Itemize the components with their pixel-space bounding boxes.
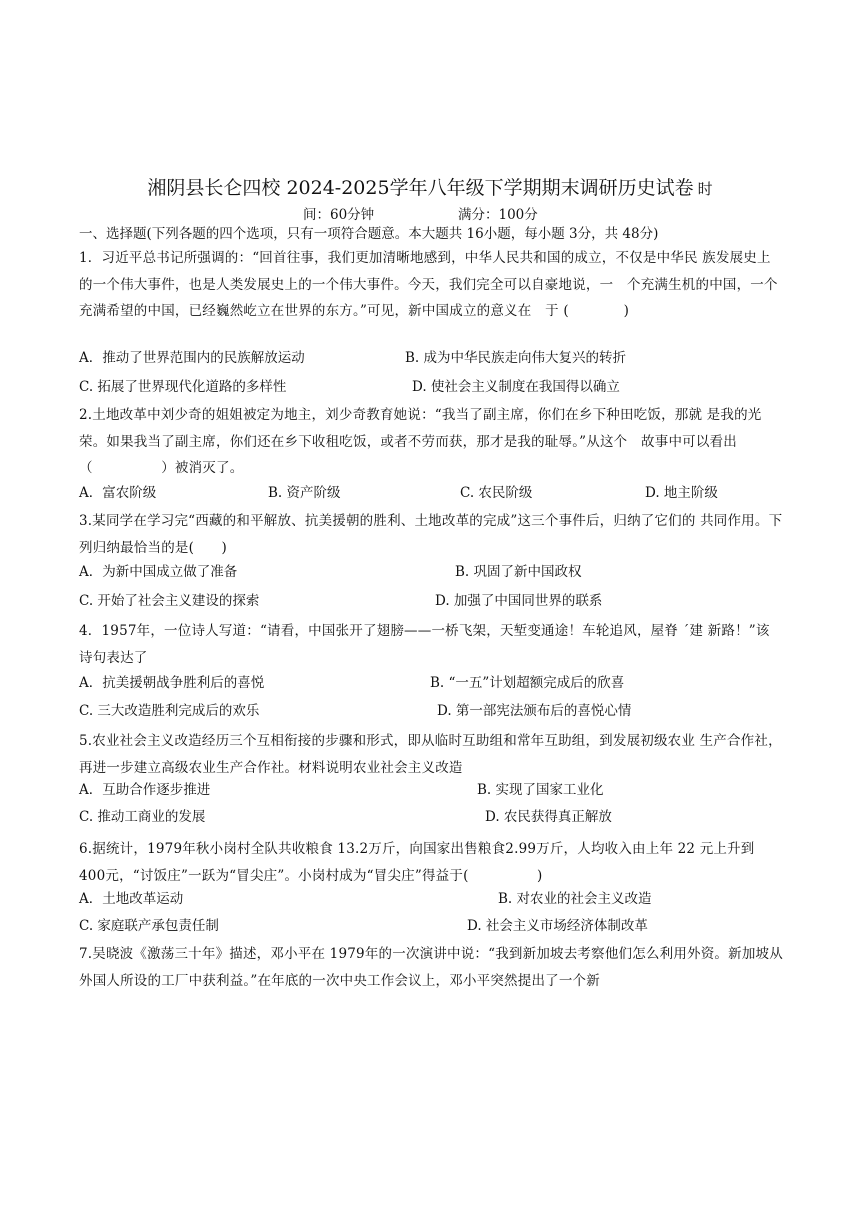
question-2-option-c: C. 农民阶级: [460, 485, 533, 501]
question-4-option-a: A．抗美援朝战争胜利后的喜悦: [79, 675, 265, 691]
question-5-option-c: C. 推动工商业的发展: [79, 809, 206, 825]
question-5-option-b: B. 实现了国家工业化: [477, 782, 604, 798]
question-2-option-d: D. 地主阶级: [645, 485, 718, 501]
question-5-option-a: A．互助合作逐步推进: [79, 782, 211, 798]
question-6-option-a: A．土地改革运动: [79, 891, 184, 907]
question-6-option-b: B. 对农业的社会主义改造: [498, 891, 652, 907]
question-7-stem: 7.吴晓波《激荡三十年》描述，邓小平在 1979年的一次演讲中说：“我到新加坡去考察他们怎么利用外资。新加坡从外国人所设的工厂中获利益。”在年底的一次中央工作会议上，邓小平突然提出了一个新: [79, 946, 783, 989]
question-4-option-b: B. “一五”计划超额完成后的欣喜: [430, 675, 625, 691]
question-4-stem: 4．1957年，一位诗人写道：“请看，中国张开了翅膀——一桥飞架，天堑变通途！车轮追风，屋脊 ˊ建 新路！”该诗句表达了: [79, 623, 770, 666]
question-6-stem: 6.据统计，1979年秋小岗村全队共收粮食 13.2万斤，向国家出售粮食2.99万斤，人均收入由上年 22 元上升到 400元，“讨饭庄”一跃为“冒尖庄”。小岗村成为“冒尖庄”得益于( ): [79, 841, 755, 884]
question-1-option-a: A．推动了世界范围内的民族解放运动: [79, 350, 305, 366]
exam-title-text: 湘阴县长仑四校 2024-2025学年八年级下学期期末调研历史试卷: [147, 177, 694, 199]
question-4-option-c: C. 三大改造胜利完成后的欢乐: [79, 703, 260, 719]
question-1-option-d: D. 使社会主义制度在我国得以确立: [412, 379, 620, 395]
question-1-stem: 1．习近平总书记所强调的：“回首往事，我们更加清晰地感到，中华人民共和国的成立，不仅是中华民 族发展史上的一个伟大事件，也是人类发展史上的一个伟大事件。今天，我们完全可以自豪地说，一 个充满生机的中国，一个充满希望的中国，已经巍然屹立在世界的东方。”可见，新中国成立的意义在 于 ( ): [79, 250, 778, 319]
question-3-option-a: A．为新中国成立做了准备: [79, 564, 238, 580]
question-2-option-a: A．富农阶级: [79, 485, 157, 501]
question-3-option-d: D. 加强了中国同世界的联系: [435, 593, 603, 609]
question-3-option-c: C. 开始了社会主义建设的探索: [79, 593, 260, 609]
section-heading: 一、选择题(下列各题的四个选项，只有一项符合题意。本大题共 16小题，每小题 3分，共 48分): [79, 226, 659, 242]
question-1-option-c: C. 拓展了世界现代化道路的多样性: [79, 379, 287, 395]
exam-full-score: 满分：100分: [458, 207, 538, 223]
exam-title: [0, 175, 860, 202]
exam-time: 间：60分钟: [303, 207, 375, 223]
question-1-option-b: B. 成为中华民族走向伟大复兴的转折: [405, 350, 627, 366]
question-6-option-c: C. 家庭联产承包责任制: [79, 918, 219, 934]
exam-title-tail: 时: [697, 180, 713, 198]
question-3-stem: 3.某同学在学习完“西藏的和平解放、抗美援朝的胜利、土地改革的完成”这三个事件后，归纳了它们的 共同作用。下列归纳最恰当的是( ): [79, 513, 783, 556]
question-6-option-d: D. 社会主义市场经济体制改革: [467, 918, 648, 934]
question-5-option-d: D. 农民获得真正解放: [485, 809, 612, 825]
question-3-option-b: B. 巩固了新中国政权: [455, 564, 582, 580]
question-2-option-b: B. 资产阶级: [268, 485, 341, 501]
question-2-stem: 2.土地改革中刘少奇的姐姐被定为地主，刘少奇教育她说：“我当了副主席，你们在乡下种田吃饭，那就 是我的光荣。如果我当了副主席，你们还在乡下收租吃饭，或者不劳而获，那才是我的耻辱。”从这个 故事中可以看出（ ）被消灭了。: [79, 407, 762, 476]
question-4-option-d: D. 第一部宪法颁布后的喜悦心情: [437, 703, 632, 719]
question-5-stem: 5.农业社会主义改造经历三个互相衔接的步骤和形式，即从临时互助组和常年互助组，到发展初级农业 生产合作社，再进一步建立高级农业生产合作社。材料说明农业社会主义改造: [79, 733, 782, 776]
